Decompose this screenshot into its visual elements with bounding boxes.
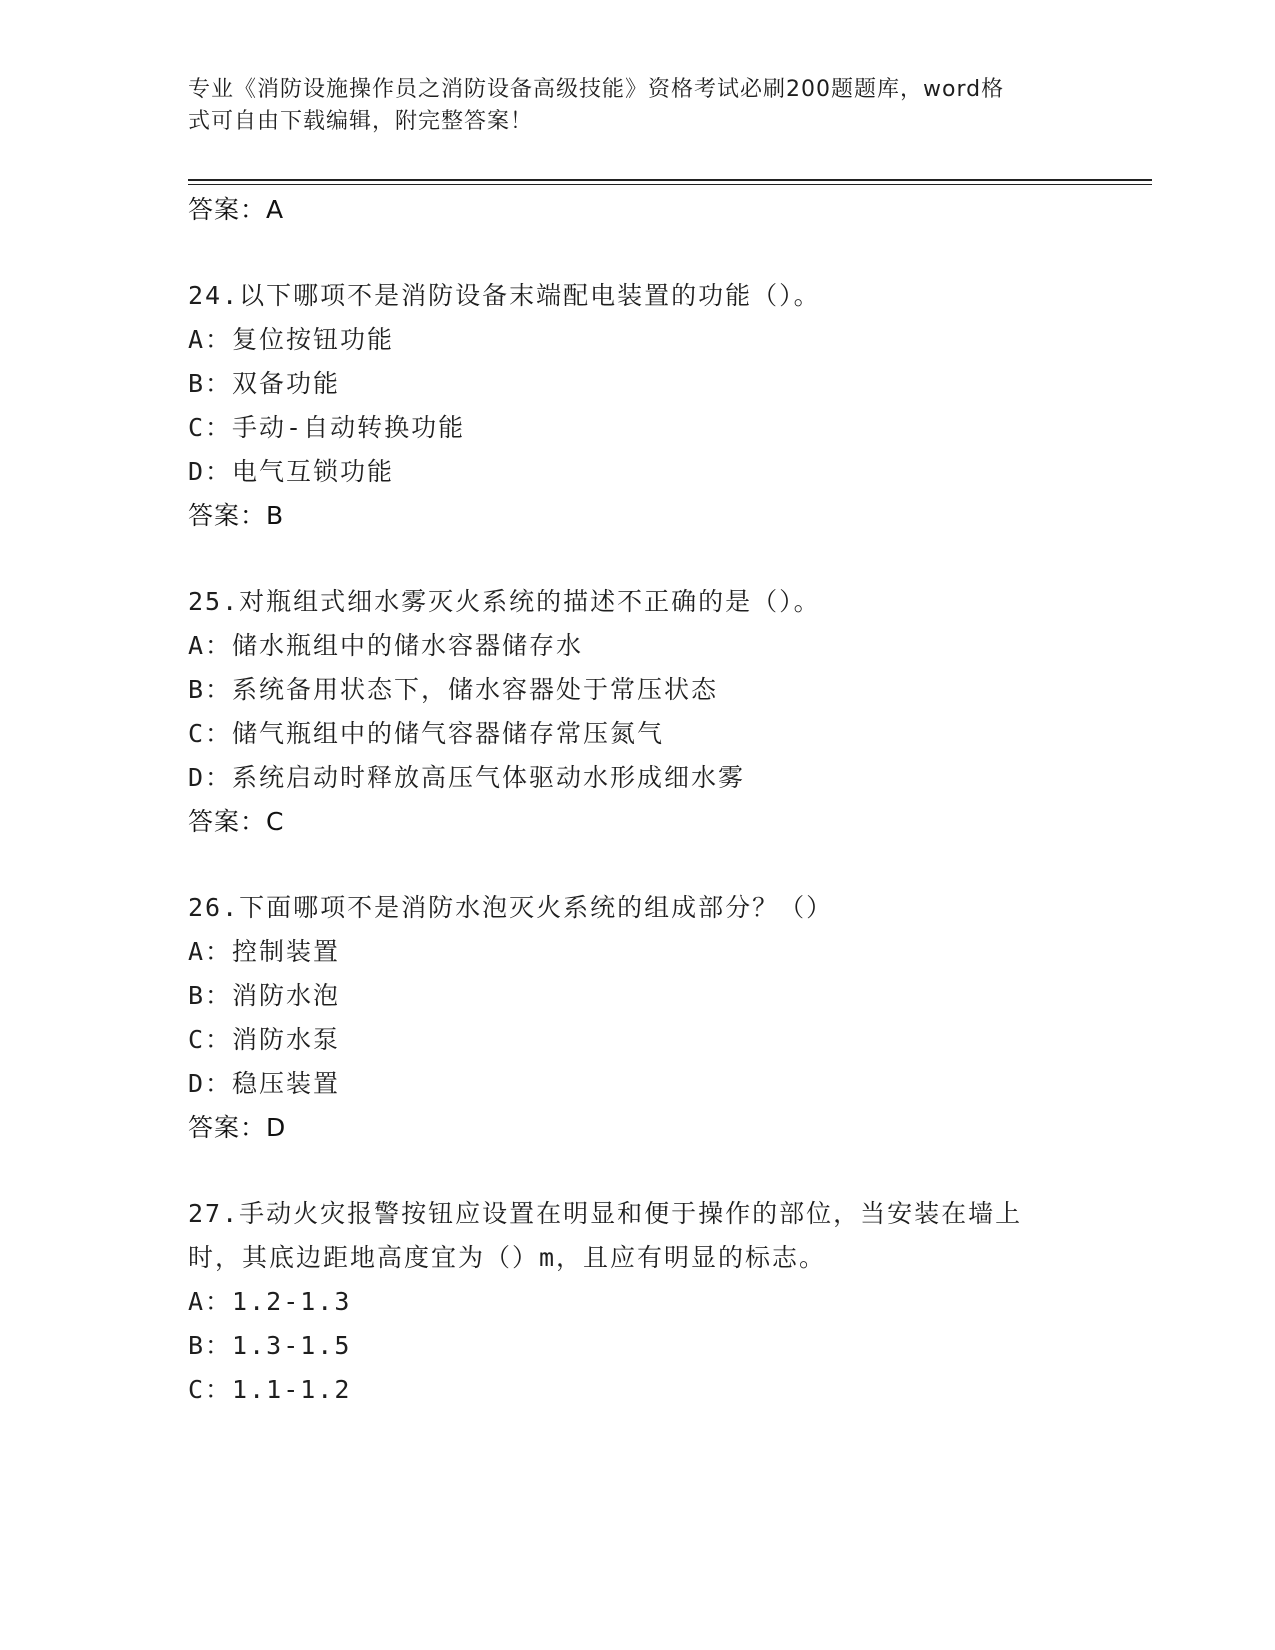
question-26-option-d: D：稳压装置	[188, 1069, 341, 1098]
document-header	[188, 74, 1068, 138]
question-25-option-c: C：储气瓶组中的储气容器储存常压氮气	[188, 719, 665, 748]
question-26-option-b: B：消防水泡	[188, 981, 341, 1010]
answer-23: 答案：A	[188, 195, 285, 224]
question-27-option-b: B：1.3-1.5	[188, 1331, 352, 1360]
answer-25: 答案：C	[188, 807, 285, 836]
question-25-option-a: A：储水瓶组中的储水容器储存水	[188, 631, 584, 660]
question-24-stem: 24.以下哪项不是消防设备末端配电装置的功能（）。	[188, 281, 821, 310]
question-24-option-d: D：电气互锁功能	[188, 457, 395, 486]
question-25-option-d: D：系统启动时释放高压气体驱动水形成细水雾	[188, 763, 746, 792]
question-25-option-b: B：系统备用状态下，储水容器处于常压状态	[188, 675, 719, 704]
question-27-stem-line-1: 27.手动火灾报警按钮应设置在明显和便于操作的部位，当安装在墙上	[188, 1199, 1023, 1228]
question-24-option-b: B：双备功能	[188, 369, 341, 398]
question-27-option-c: C：1.1-1.2	[188, 1375, 352, 1404]
question-24-option-a: A：复位按钮功能	[188, 325, 395, 354]
question-24-option-c: C：手动-自动转换功能	[188, 413, 466, 442]
header-line-2: 式可自由下载编辑，附完整答案！	[188, 109, 534, 134]
header-line-1: 专业《消防设施操作员之消防设备高级技能》资格考试必刷200题题库，word格	[188, 77, 1005, 102]
header-divider-thick	[188, 179, 1152, 181]
answer-26: 答案：D	[188, 1113, 287, 1142]
question-26-stem: 26.下面哪项不是消防水泡灭火系统的组成部分？（）	[188, 893, 834, 922]
question-26-option-a: A：控制装置	[188, 937, 341, 966]
question-27-stem-line-2: 时，其底边距地高度宜为（）m，且应有明显的标志。	[188, 1243, 827, 1272]
question-26-option-c: C：消防水泵	[188, 1025, 341, 1054]
answer-24: 答案：B	[188, 501, 285, 530]
header-divider-thin	[188, 184, 1152, 185]
question-27-option-a: A：1.2-1.3	[188, 1287, 352, 1316]
question-25-stem: 25.对瓶组式细水雾灭火系统的描述不正确的是（）。	[188, 587, 821, 616]
